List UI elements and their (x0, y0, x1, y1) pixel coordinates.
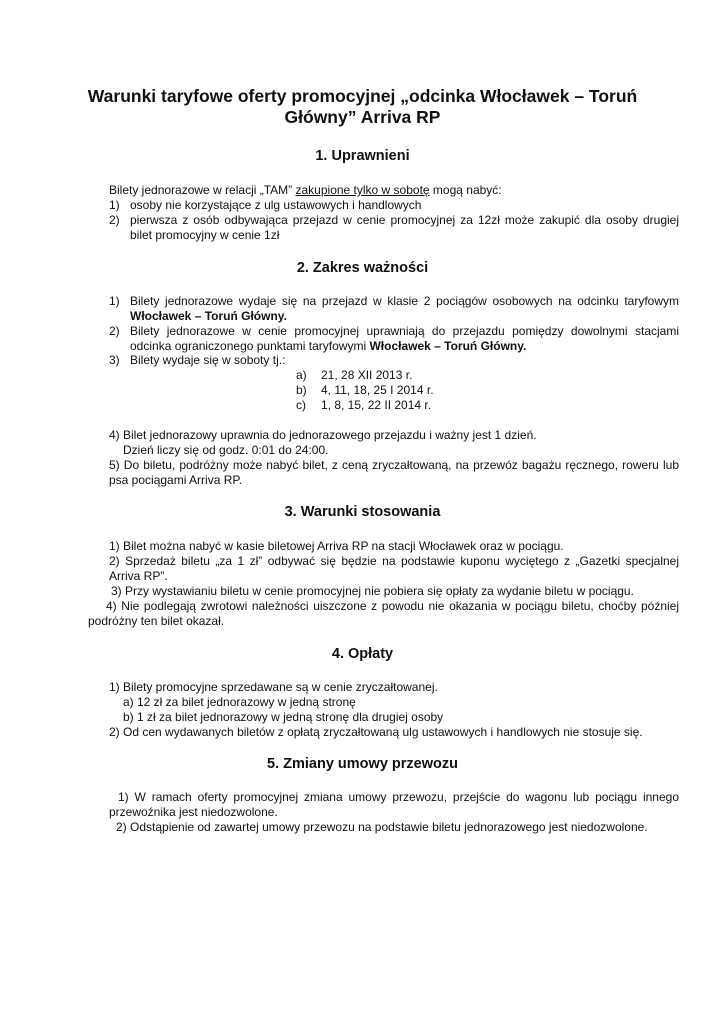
s2-item-2-number: 2) (109, 324, 120, 338)
s2-item-2-line-2 (130, 339, 526, 354)
s1-intro-end: mogą nabyć: (429, 183, 502, 197)
s4-point-1: 1) Bilety promocyjne sprzedawane są w cenie zryczałtowanej. (109, 680, 438, 694)
s4-point-2: 2) Od cen wydawanych biletów z opłatą zryczałtowaną ulg ustawowych i handlowych nie stosuje się. (109, 725, 643, 739)
s2-point-5-line-1: 5) Do biletu, podróżny może nabyć bilet, z ceną zryczałtowaną, na przewóz bagażu ręcznego, roweru lub (109, 458, 679, 472)
s1-item-1-text: osoby nie korzystające z ulg ustawowych i handlowych (130, 198, 422, 212)
s4-subpoint-b: b) 1 zł za bilet jednorazowy w jedną stronę dla drugiej osoby (123, 710, 444, 724)
s5-point-1-line-2: przewoźnika jest niedozwolone. (109, 805, 278, 819)
s5-point-1-line-1: 1) W ramach oferty promocyjnej zmiana umowy przewozu, przejście do wagonu lub pociągu innego (118, 790, 679, 804)
s3-point-3: 3) Przy wystawianiu biletu w cenie promocyjnej nie pobiera się opłaty za wydanie biletu w pociągu. (111, 584, 634, 598)
s2-point-5-line-2: psa pociągami Arriva RP. (109, 473, 243, 487)
s2-item-1-line-2 (130, 309, 287, 324)
s2-item-1-line-1: Bilety jednorazowe wydaje się na przejazd w klasie 2 pociągów osobowych na odcinku taryfowym (130, 294, 679, 308)
date-text-c: 1, 8, 15, 22 II 2014 r. (321, 398, 432, 412)
s2-item-2-route: Włocławek – Toruń Główny. (369, 339, 527, 353)
s2-item-3-text: Bilety wydaje się w soboty tj.: (130, 353, 286, 367)
s3-point-4-line-1: 4) Nie podlegają zwrotowi należności uiszczone z powodu nie okazania w pociągu biletu, choćby później (106, 599, 679, 613)
section-5-heading: 5. Zmiany umowy przewozu (267, 756, 458, 772)
s1-item-2-number: 2) (109, 213, 120, 227)
s1-item-1-number: 1) (109, 198, 120, 212)
s2-item-1-number: 1) (109, 294, 120, 308)
s3-point-2-line-1: 2) Sprzedaż biletu „za 1 zł” odbywać się będzie na podstawie kuponu wyciętego z „Gazetki specjalnej (109, 554, 679, 568)
s1-intro-underlined: zakupione tylko w sobotę (295, 183, 430, 197)
date-letter-b: b) (296, 383, 307, 397)
section-4-heading: 4. Opłaty (331, 646, 394, 662)
s4-subpoint-a: a) 12 zł za bilet jednorazowy w jedną stronę (123, 695, 356, 709)
s1-intro-text: Bilety jednorazowe w relacji „TAM” (109, 183, 296, 197)
s2-item-3-number: 3) (109, 353, 120, 367)
s1-item-2-line-1: pierwsza z osób odbywająca przejazd w cenie promocyjnej za 12zł może zakupić dla osoby drugiej (130, 213, 679, 227)
section-1-heading: 1. Uprawnieni (315, 148, 410, 164)
date-text-b: 4, 11, 18, 25 I 2014 r. (321, 383, 434, 397)
s1-intro (109, 183, 502, 198)
s3-point-1: 1) Bilet można nabyć w kasie biletowej Arriva RP na stacji Włocławek oraz w pociągu. (109, 539, 564, 553)
title-line-2: Główny” Arriva RP (284, 107, 441, 127)
s5-point-2: 2) Odstąpienie od zawartej umowy przewozu na podstawie biletu jednorazowego jest niedozwolone. (116, 820, 648, 834)
s2-item-2-line-1: Bilety jednorazowe w cenie promocyjnej uprawniają do przejazdu pomiędzy dowolnymi stacjami (130, 324, 679, 338)
s3-point-2-line-2: Arriva RP”. (109, 569, 168, 583)
s1-item-2-line-2: bilet promocyjny w cenie 1zł (130, 228, 280, 242)
s2-item-1-route: Włocławek – Toruń Główny. (130, 309, 287, 323)
s3-point-4-line-2: podróżny ten bilet okazał. (88, 614, 225, 628)
s2-point-4-line-2: Dzień liczy się od godz. 0:01 do 24:00. (123, 443, 329, 457)
date-letter-c: c) (296, 398, 306, 412)
s2-item-2-text: odcinka ograniczonego punktami taryfowymi (130, 339, 370, 353)
section-2-heading: 2. Zakres ważności (296, 260, 429, 276)
date-text-a: 21, 28 XII 2013 r. (321, 368, 413, 382)
s2-point-4-line-1: 4) Bilet jednorazowy uprawnia do jednorazowego przejazdu i ważny jest 1 dzień. (109, 428, 537, 442)
section-3-heading: 3. Warunki stosowania (284, 504, 441, 520)
title-line-1: Warunki taryfowe oferty promocyjnej „odcinka Włocławek – Toruń (87, 86, 638, 106)
date-letter-a: a) (296, 368, 307, 382)
document-title (60, 86, 665, 128)
